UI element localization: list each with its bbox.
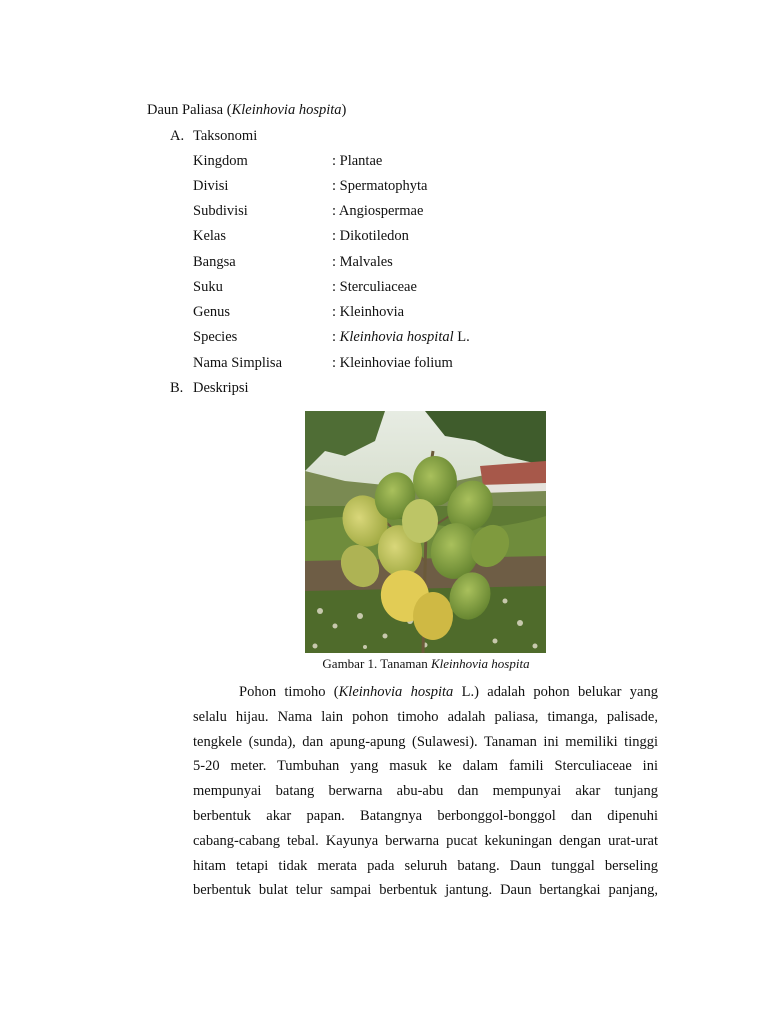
taxonomy-key: Kingdom bbox=[193, 153, 248, 169]
taxonomy-value-suffix: L. bbox=[453, 329, 470, 345]
taxonomy-value: : Spermatophyta bbox=[332, 178, 428, 194]
taxonomy-value-species: Kleinhovia hospital bbox=[339, 329, 454, 345]
caption-prefix: Gambar 1. Tanaman bbox=[322, 656, 431, 671]
section-a-title: Taksonomi bbox=[193, 128, 258, 144]
paragraph-line: hitam tetapi tidak merata pada seluruh batang. Daun tunggal berseling bbox=[193, 857, 658, 874]
paragraph-species-name: Kleinhovia hospita bbox=[338, 684, 454, 700]
caption-species-name: Kleinhovia hospita bbox=[431, 656, 530, 671]
taxonomy-value: : Angiospermae bbox=[332, 203, 424, 219]
taxonomy-value: : Kleinhoviae folium bbox=[332, 355, 453, 371]
paragraph-line1-prefix: Pohon timoho ( bbox=[239, 684, 339, 700]
taxonomy-value: : Malvales bbox=[332, 254, 393, 270]
paragraph-line bbox=[193, 680, 658, 705]
taxonomy-key: Genus bbox=[193, 304, 231, 320]
paragraph-line: mempunyai batang berwarna abu-abu dan mempunyai akar tunjang bbox=[193, 783, 658, 800]
figure-caption bbox=[0, 656, 768, 672]
description-paragraph bbox=[193, 680, 658, 903]
paragraph-line: berbentuk akar papan. Batangnya berbonggol-bonggol dan dipenuhi bbox=[193, 807, 658, 824]
taxonomy-key: Suku bbox=[193, 279, 223, 295]
taxonomy-value bbox=[332, 329, 470, 346]
section-b-title: Deskripsi bbox=[193, 380, 249, 396]
taxonomy-value: : Sterculiaceae bbox=[332, 279, 417, 295]
title-suffix: ) bbox=[341, 102, 347, 118]
taxonomy-value-prefix: : bbox=[332, 329, 340, 345]
taxonomy-key: Divisi bbox=[193, 178, 229, 194]
taxonomy-value: : Kleinhovia bbox=[332, 304, 405, 320]
taxonomy-key: Subdivisi bbox=[193, 203, 248, 219]
paragraph-line: selalu hijau. Nama lain pohon timoho adalah paliasa, timanga, palisade, bbox=[193, 708, 658, 725]
paragraph-line: cabang-cabang tebal. Kayunya berwarna pucat kekuningan dengan urat-urat bbox=[193, 832, 658, 849]
taxonomy-key: Kelas bbox=[193, 228, 227, 244]
taxonomy-key: Species bbox=[193, 329, 238, 345]
taxonomy-value: : Plantae bbox=[332, 153, 383, 169]
taxonomy-key: Bangsa bbox=[193, 254, 236, 270]
taxonomy-value: : Dikotiledon bbox=[332, 228, 409, 244]
document-title bbox=[147, 102, 346, 119]
plant-photo bbox=[305, 411, 546, 653]
paragraph-line1-suffix: L.) adalah pohon belukar yang bbox=[453, 684, 658, 700]
paragraph-line: berbentuk bulat telur sampai berbentuk jantung. Daun bertangkai panjang, bbox=[193, 882, 658, 899]
title-species-name: Kleinhovia hospita bbox=[231, 102, 342, 118]
section-b-label: B. bbox=[170, 380, 184, 396]
section-b-heading bbox=[170, 380, 249, 397]
section-a-heading bbox=[170, 128, 257, 145]
section-a-label: A. bbox=[170, 128, 185, 144]
paragraph-line: 5-20 meter. Tumbuhan yang masuk ke dalam famili Sterculiaceae ini bbox=[193, 758, 658, 775]
title-prefix: Daun Paliasa ( bbox=[147, 102, 232, 118]
taxonomy-key: Nama Simplisa bbox=[193, 355, 283, 371]
paragraph-line: tengkele (sunda), dan apung-apung (Sulawesi). Tanaman ini memiliki tinggi bbox=[193, 733, 658, 750]
